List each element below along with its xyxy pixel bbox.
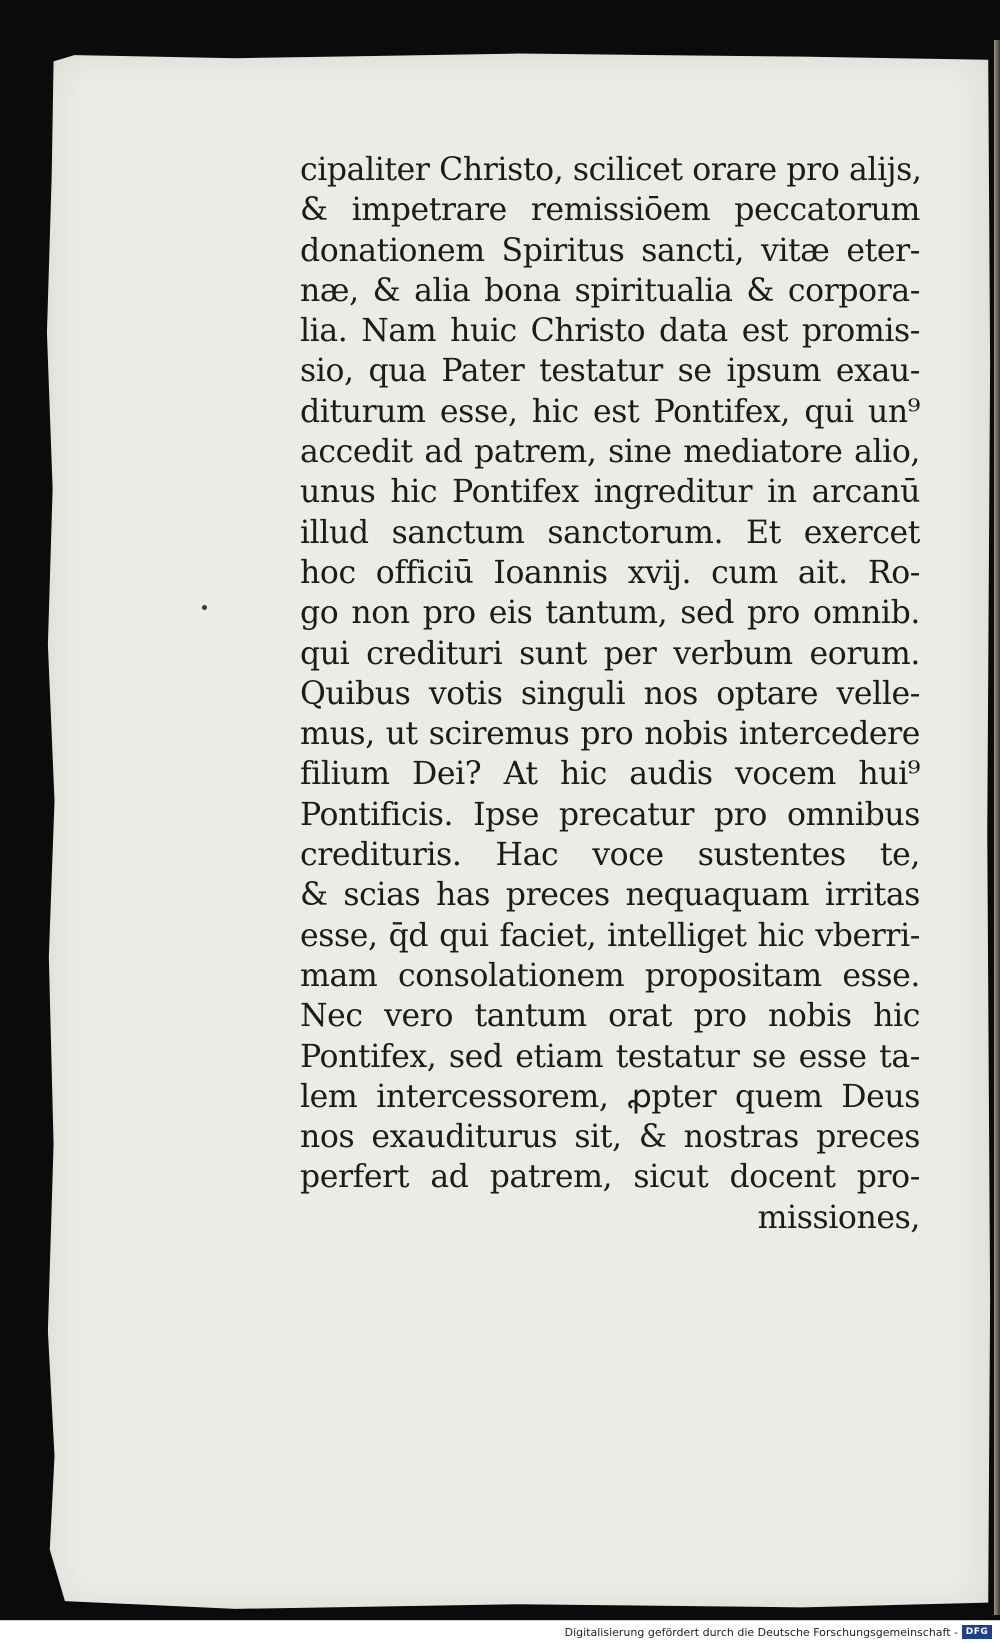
text-line: cipaliter Christo, scilicet orare pro alijs,: [300, 152, 922, 188]
text-line: perfert ad patrem, sicut docent pro-: [300, 1159, 920, 1196]
text-line: illud sanctum sanctorum. Et exercet: [300, 514, 920, 551]
text-line: hoc officiū Ioannis xvij. cum ait. Ro-: [300, 554, 920, 591]
text-line: næ, & alia bona spiritualia & corpora-: [300, 272, 920, 309]
text-line: lia. Nam huic Christo data est promis-: [300, 313, 920, 350]
text-line: Nec vero tantum orat pro nobis hic: [300, 998, 920, 1035]
text-line: mus, ut sciremus pro nobis intercedere: [300, 716, 920, 753]
text-line: unus hic Pontifex ingreditur in arcanū: [300, 474, 920, 511]
text-line: qui credituri sunt per verbum eorum.: [300, 635, 920, 672]
funding-notice: Digitalisierung gefördert durch die Deutsche Forschungsgemeinschaft -: [564, 1626, 958, 1639]
text-line: donationem Spiritus sancti, vitæ eter-: [300, 232, 920, 269]
text-line: sio, qua Pater testatur se ipsum exau-: [300, 353, 920, 390]
text-line: mam consolationem propositam esse.: [300, 957, 920, 994]
dfg-logo: DFG: [962, 1625, 992, 1639]
text-line: lem intercessorem, ꝓpter quem Deus: [300, 1078, 920, 1115]
text-line: nos exauditurus sit, & nostras preces: [300, 1119, 920, 1156]
text-line: esse, q̄d qui faciet, intelliget hic vberri-: [300, 917, 920, 954]
text-line: Pontifex, sed etiam testatur se esse ta-: [300, 1038, 920, 1075]
text-line: accedit ad patrem, sine mediatore alio,: [300, 434, 920, 471]
catchword: missiones,: [757, 1199, 920, 1236]
text-line: diturum esse, hic est Pontifex, qui un⁹: [300, 393, 920, 430]
text-line: & impetrare remissiōem peccatorum: [300, 192, 920, 229]
text-line: filium Dei? At hic audis vocem hui⁹: [300, 756, 920, 793]
text-line: & scias has preces nequaquam irritas: [300, 877, 920, 914]
text-line: credituris. Hac voce sustentes te,: [300, 837, 920, 874]
footer-bar: [0, 1620, 1000, 1643]
text-line: go non pro eis tantum, sed pro omnib.: [300, 595, 920, 632]
text-line: Pontificis. Ipse precatur pro omnibus: [300, 796, 920, 833]
margin-mark: [202, 605, 207, 610]
page-edge: [994, 40, 1000, 1615]
body-text: [300, 150, 920, 1238]
text-line: Quibus votis singuli nos optare velle-: [300, 675, 920, 712]
